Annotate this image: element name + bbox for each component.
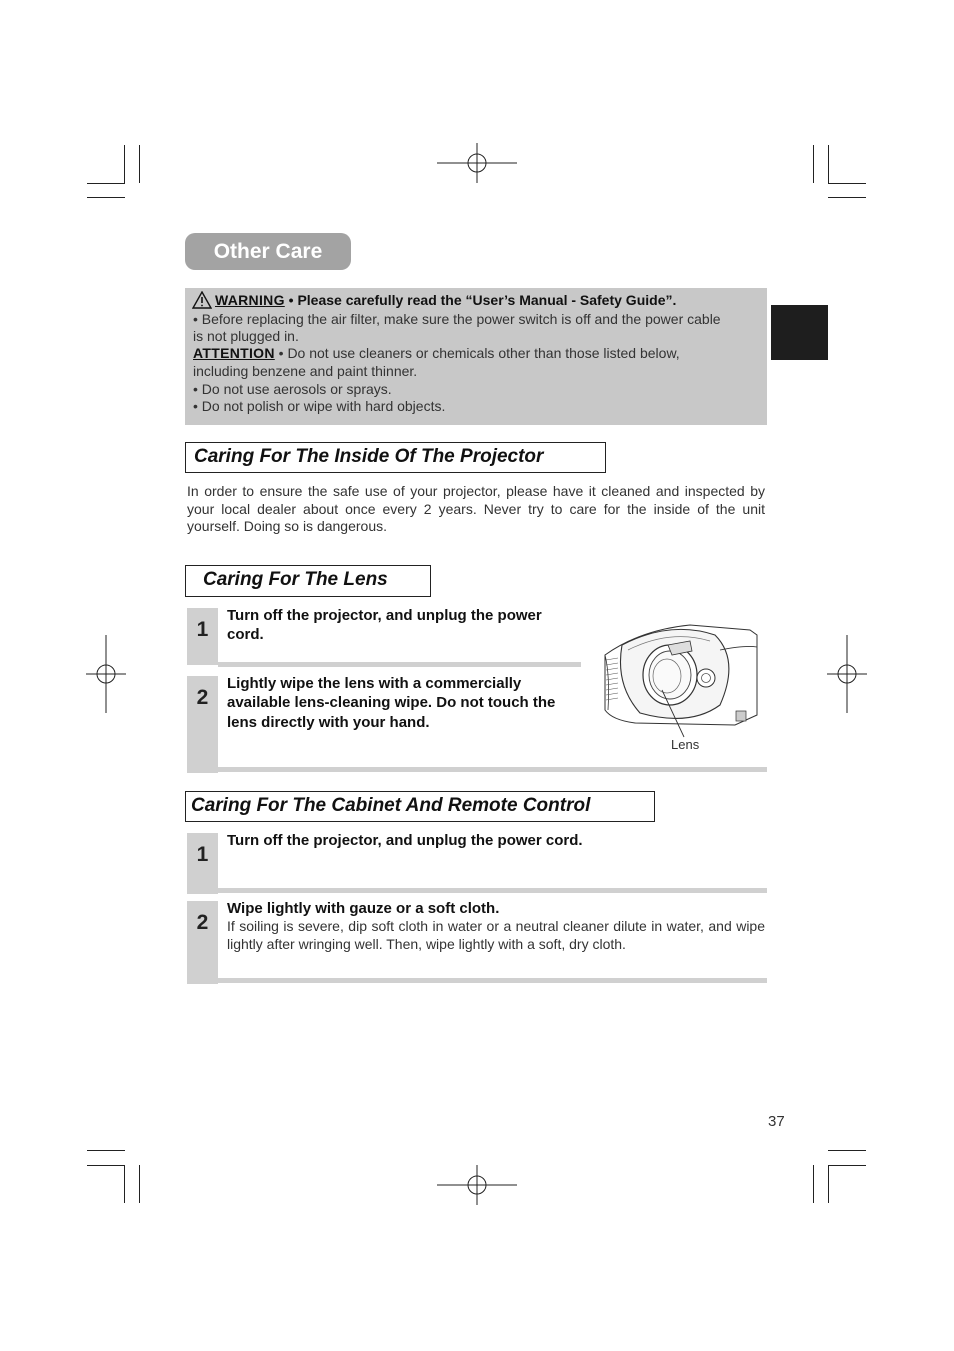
step-number: 1	[187, 608, 218, 665]
step-number: 2	[187, 901, 218, 984]
warning-line-2: • Before replacing the air filter, make sure the power switch is off and the power cable	[193, 311, 721, 327]
section-heading-inside: Caring For The Inside Of The Projector	[185, 442, 606, 473]
attention-text: • Do not use cleaners or chemicals other than those listed below,	[274, 345, 680, 361]
warning-line-7: • Do not polish or wipe with hard objects.	[193, 398, 446, 414]
registration-mark-icon	[437, 1165, 517, 1205]
page-number: 37	[768, 1113, 785, 1130]
step-text: Turn off the projector, and unplug the power cord.	[227, 607, 542, 644]
figure-label-lens: Lens	[671, 737, 700, 752]
step-divider	[218, 888, 767, 893]
page-title: Other Care	[185, 233, 351, 270]
step-text: Turn off the projector, and unplug the power cord.	[227, 832, 583, 849]
section-tab	[771, 305, 828, 360]
step-divider	[218, 662, 581, 667]
step-divider	[218, 767, 767, 772]
step-subtext: If soiling is severe, dip soft cloth in water or a neutral cleaner dilute in water, and wipe lightly after wringing well. Then, wipe lightly with a soft, dry cloth.	[227, 918, 765, 952]
step-text: Wipe lightly with gauze or a soft cloth.	[227, 900, 500, 917]
attention-line	[193, 345, 680, 363]
projector-lens-illustration	[600, 615, 760, 740]
section-inside-text: In order to ensure the safe use of your projector, please have it cleaned and inspected by your local dealer about once every 2 years. Never try to care for the inside of the unit yourself. Doing so is dangerous.	[187, 483, 765, 535]
warning-label: WARNING	[215, 292, 285, 308]
section-heading-lens: Caring For The Lens	[185, 565, 431, 597]
warning-line-5: including benzene and paint thinner.	[193, 363, 418, 379]
attention-label: ATTENTION	[193, 345, 275, 361]
registration-mark-icon	[86, 635, 126, 713]
warning-text: • Please carefully read the “User’s Manual - Safety Guide”.	[284, 292, 677, 308]
step-number: 2	[187, 676, 218, 773]
section-heading-cabinet: Caring For The Cabinet And Remote Control	[185, 791, 655, 822]
warning-line-6: • Do not use aerosols or sprays.	[193, 381, 392, 397]
warning-line	[215, 292, 676, 310]
warning-triangle-icon	[192, 291, 212, 309]
step-divider	[218, 978, 767, 983]
step-number: 1	[187, 833, 218, 894]
warning-line-3: is not plugged in.	[193, 328, 299, 344]
step-text: Lightly wipe the lens with a commercially available lens-cleaning wipe. Do not touch the lens directly with your hand.	[227, 675, 556, 731]
registration-mark-icon	[827, 635, 867, 713]
registration-mark-icon	[437, 143, 517, 183]
